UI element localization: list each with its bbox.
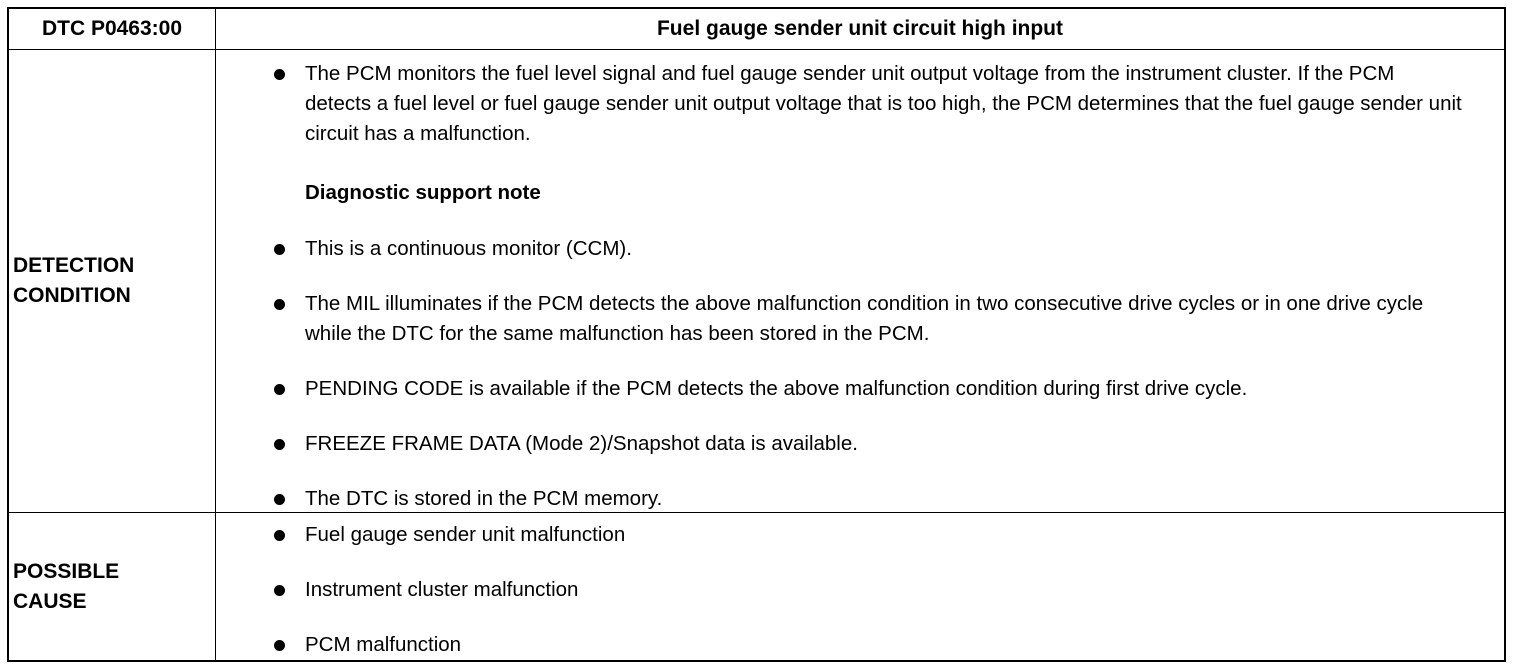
bullet-icon: [274, 640, 285, 651]
detection-label-line2: CONDITION: [13, 284, 131, 307]
header-code-cell: [9, 9, 216, 49]
list-item: [216, 374, 1464, 404]
detection-label-cell: [9, 50, 216, 512]
cause-content-cell: [216, 513, 1504, 660]
cause-text: Instrument cluster malfunction: [305, 578, 579, 601]
bullet-icon: [274, 439, 285, 450]
note-text: This is a continuous monitor (CCM).: [305, 237, 632, 260]
list-item: [216, 429, 1464, 459]
note-text: PENDING CODE is available if the PCM detects the above malfunction condition during first drive cycle.: [305, 377, 1248, 400]
list-item: [216, 59, 1464, 149]
cause-text: Fuel gauge sender unit malfunction: [305, 523, 626, 546]
bullet-icon: [274, 384, 285, 395]
detection-content-cell: [216, 50, 1504, 512]
detection-intro-text: The PCM monitors the fuel level signal and fuel gauge sender unit output voltage from the instrument cluster. If the PCM detects a fuel level or fuel gauge sender unit output voltage that is too high, the PCM determines that the fuel gauge sender unit circuit has a malfunction.: [305, 62, 1462, 145]
detection-label-line1: DETECTION: [13, 254, 135, 277]
detection-condition-row: [9, 50, 1504, 513]
dtc-table: [7, 7, 1506, 662]
bullet-icon: [274, 530, 285, 541]
cause-label-line2: CAUSE: [13, 589, 87, 613]
cause-label: [13, 513, 119, 660]
note-text: The DTC is stored in the PCM memory.: [305, 487, 663, 510]
list-item: [216, 520, 1464, 550]
possible-cause-row: [9, 513, 1504, 660]
dtc-code: DTC P0463:00: [41, 17, 183, 40]
list-item: [216, 575, 1464, 605]
note-text: The MIL illuminates if the PCM detects the above malfunction condition in two consecutive drive cycles or in one drive cycle while the DTC for the same malfunction has been stored in the PCM.: [305, 292, 1424, 345]
bullet-icon: [274, 244, 285, 255]
list-item: [216, 484, 1464, 514]
cause-label-line1: POSSIBLE: [13, 559, 120, 583]
list-item: [216, 289, 1464, 349]
bullet-icon: [274, 299, 285, 310]
bullet-icon: [274, 494, 285, 505]
table-header-row: [9, 9, 1504, 50]
list-item: [216, 630, 1464, 660]
detection-label: [13, 50, 134, 512]
note-text: FREEZE FRAME DATA (Mode 2)/Snapshot data is available.: [305, 432, 858, 455]
header-title-cell: [216, 9, 1504, 49]
diagnostic-note-heading: Diagnostic support note: [305, 181, 541, 204]
list-item: [216, 234, 1464, 264]
cause-text: PCM malfunction: [305, 633, 462, 656]
dtc-title: Fuel gauge sender unit circuit high input: [656, 17, 1063, 40]
bullet-icon: [274, 69, 285, 80]
cause-label-cell: [9, 513, 216, 660]
bullet-icon: [274, 585, 285, 596]
